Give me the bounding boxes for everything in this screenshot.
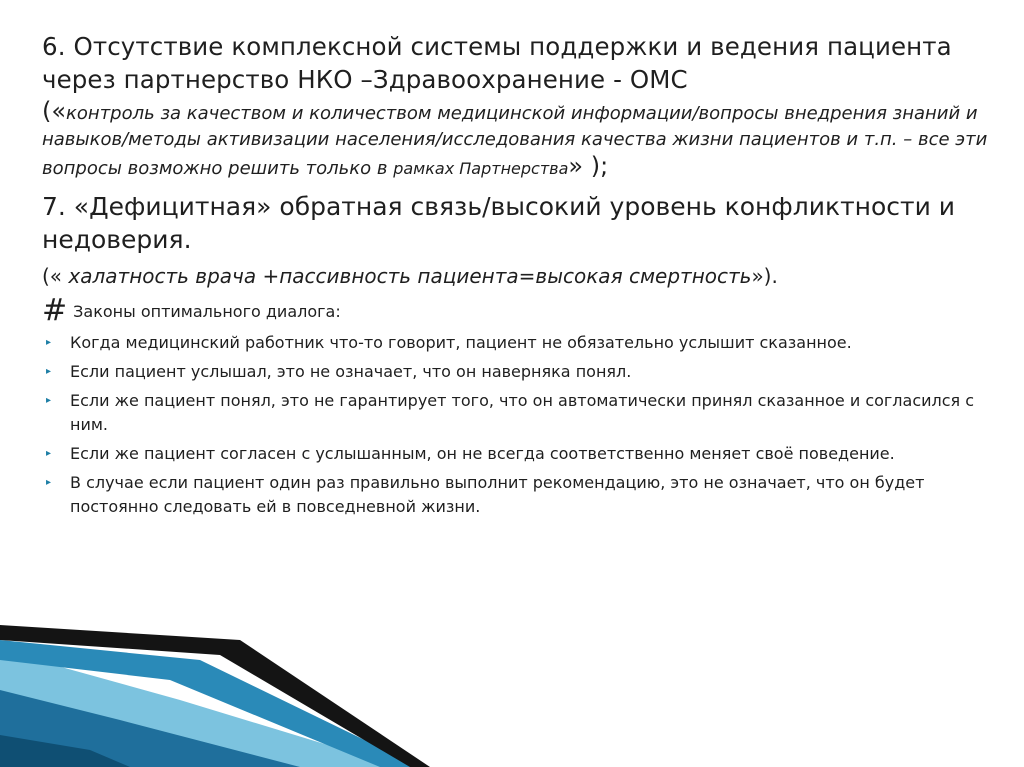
item-6-heading: 6. Отсутствие комплексной системы поддержки и ведения пациента через партнерство НКО –Здравоохранение - ОМС [42, 32, 952, 94]
item-7-heading: 7. «Дефицитная» обратная связь/высокий уровень конфликтности и недоверия. [42, 192, 956, 254]
triangle-right-icon: ▸ [46, 395, 52, 406]
slide-content [42, 30, 992, 524]
laws-title: # Законы оптимального диалога: [42, 293, 341, 328]
list-item: ▸ Если же пациент понял, это не гарантирует того, что он автоматически принял сказанное и согласился с ним. [46, 391, 975, 434]
item-7-note: (« халатность врача +пассивность пациента=высокая смертность»). [42, 264, 778, 288]
triangle-right-icon: ▸ [46, 448, 52, 459]
laws-list [42, 331, 992, 519]
item-6-note: («контроль за качеством и количеством медицинской информации/вопросы внедрения знаний и навыков/методы активизации населения/исследования качества жизни пациентов и т.п. – все эти вопросы возможно решить только в рамках Партнерства» ); [42, 97, 988, 180]
list-item: ▸ Если пациент услышал, это не означает, что он наверняка понял. [42, 360, 992, 384]
list-item: ▸ В случае если пациент один раз правильно выполнит рекомендацию, это не означает, что он будет постоянно следовать ей в повседневной жизни. [46, 473, 925, 516]
triangle-right-icon: ▸ [46, 337, 52, 348]
list-item: ▸ Когда медицинский работник что-то говорит, пациент не обязательно услышит сказанное. [42, 331, 992, 355]
list-item: ▸ Если же пациент согласен с услышанным, он не всегда соответственно меняет своё поведение. [42, 442, 992, 466]
triangle-right-icon: ▸ [46, 366, 52, 377]
hash-symbol: # [42, 293, 68, 328]
triangle-right-icon: ▸ [46, 477, 52, 488]
